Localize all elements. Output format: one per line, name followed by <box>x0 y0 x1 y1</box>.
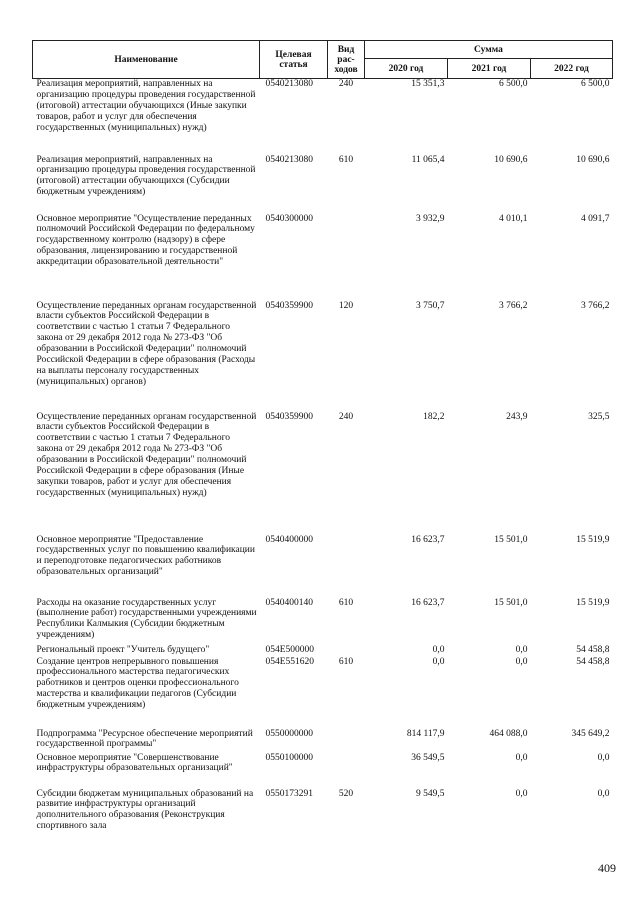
table-row <box>33 789 613 839</box>
row-sum-2022: 15 519,9 <box>576 597 610 608</box>
row-name: Основное мероприятие "Предоставление государственных услуг по повышению квалификации и переподготовке педагогических работников образовательных организаций" <box>36 534 255 578</box>
row-expense-type <box>328 535 365 598</box>
row-expense-type <box>328 753 365 789</box>
row-sum-2022: 10 690,6 <box>576 154 610 165</box>
row-sum-2020: 16 623,7 <box>411 534 445 545</box>
table-row <box>33 645 613 657</box>
table-row <box>33 79 613 155</box>
row-sum-2020: 3 750,7 <box>416 300 445 311</box>
table-row <box>33 301 613 412</box>
row-expense-type: 240 <box>338 411 354 422</box>
row-expense-type: 520 <box>338 788 354 799</box>
header-year-2022: 2022 год <box>531 59 613 79</box>
row-sum-2021: 6 500,0 <box>499 79 528 89</box>
row-sum-2020: 814 117,9 <box>406 728 445 739</box>
row-sum-2021: 243,9 <box>506 411 528 422</box>
table-row <box>33 729 613 753</box>
row-expense-type: 610 <box>338 597 354 608</box>
row-sum-2022: 325,5 <box>588 411 610 422</box>
row-sum-2021: 15 501,0 <box>494 534 528 545</box>
row-sum-2021: 10 690,6 <box>494 154 528 165</box>
row-expense-type: 610 <box>338 656 354 667</box>
header-expense-type: Вид рас-ходов <box>328 41 365 79</box>
row-sum-2021: 0,0 <box>515 788 528 799</box>
table-row <box>33 535 613 598</box>
table-row <box>33 657 613 729</box>
row-sum-2020: 9 549,5 <box>416 788 445 799</box>
row-expense-type: 610 <box>338 154 354 165</box>
row-name: Расходы на оказание государственных услуг (выполнение работ) государственными учреждениями Республики Калмыкия (Субсидии бюджетным учреждениям) <box>36 597 257 641</box>
row-name: Реализация мероприятий, направленных на организацию процедуры проведения государственной (итоговой) аттестации обучающихся (Субсидии бюджетным учреждениям) <box>36 154 256 198</box>
row-sum-2020: 15 351,3 <box>411 79 445 89</box>
table-row <box>33 412 613 535</box>
row-name: Региональный проект "Учитель будущего" <box>36 644 210 655</box>
row-target-article: 0550173291 <box>265 788 313 799</box>
row-sum-2022: 0,0 <box>597 788 610 799</box>
row-sum-2020: 36 549,5 <box>411 752 445 763</box>
row-sum-2020: 182,2 <box>423 411 445 422</box>
header-name: Наименование <box>33 41 260 79</box>
row-expense-type: 120 <box>338 300 354 311</box>
row-expense-type <box>328 645 365 657</box>
row-expense-type: 240 <box>338 79 354 89</box>
row-target-article: 0540359900 <box>265 300 313 311</box>
row-sum-2022: 4 091,7 <box>581 213 610 224</box>
row-sum-2021: 0,0 <box>515 644 528 655</box>
row-sum-2022: 6 500,0 <box>581 79 610 89</box>
row-name: Основное мероприятие "Осуществление переданных полномочий Российской Федерации по федеральному государственному контролю (надзору) в сфере образования, лицензированию и государственной аккредитации образовательной деятельности" <box>36 213 255 268</box>
row-name: Реализация мероприятий, направленных на организацию процедуры проведения государственной (итоговой) аттестации обучающихся (Иные закупки товаров, работ и услуг для обеспечения государственных (муниципальных) нужд) <box>36 79 256 133</box>
row-sum-2022: 54 458,8 <box>576 656 610 667</box>
row-sum-2022: 54 458,8 <box>576 644 610 655</box>
row-sum-2022: 345 649,2 <box>571 728 610 739</box>
row-sum-2021: 0,0 <box>515 656 528 667</box>
header-year-2021: 2021 год <box>448 59 531 79</box>
page-number: 409 <box>598 861 616 875</box>
budget-table <box>32 40 613 839</box>
row-expense-type <box>328 729 365 753</box>
row-sum-2020: 3 932,9 <box>416 213 445 224</box>
row-target-article: 0550000000 <box>265 728 313 739</box>
row-sum-2020: 0,0 <box>432 656 445 667</box>
row-sum-2020: 16 623,7 <box>411 597 445 608</box>
row-target-article: 054E551620 <box>265 656 315 667</box>
row-sum-2020: 0,0 <box>432 644 445 655</box>
row-sum-2021: 4 010,1 <box>499 213 528 224</box>
table-body <box>33 79 613 839</box>
row-target-article: 054E500000 <box>265 644 315 655</box>
row-sum-2022: 15 519,9 <box>576 534 610 545</box>
row-target-article: 0540213080 <box>265 154 313 165</box>
table-row <box>33 214 613 301</box>
row-sum-2021: 15 501,0 <box>494 597 528 608</box>
table-row <box>33 155 613 214</box>
row-target-article: 0540359900 <box>265 411 313 422</box>
row-name: Осуществление переданных органам государственной власти субъектов Российской Федерации в соответствии с частью 1 статьи 7 Федерального закона от 29 декабря 2012 года № 273-ФЗ "Об образовании в Российской Федерации" полномочий Российской Федерации в сфере образования (Иные закупки товаров, работ и услуг для обеспечения государственных (муниципальных) нужд) <box>36 411 257 498</box>
table-row <box>33 598 613 645</box>
row-expense-type <box>328 214 365 301</box>
row-name: Осуществление переданных органам государственной власти субъектов Российской Федерации в соответствии с частью 1 статьи 7 Федерального закона от 29 декабря 2012 года № 273-ФЗ "Об образовании в Российской Федерации" полномочий Российской Федерации в сфере образования (Расходы на выплаты персоналу государственных (муниципальных) органов) <box>36 300 257 387</box>
row-sum-2020: 11 065,4 <box>411 154 445 165</box>
row-name: Субсидии бюджетам муниципальных образований на развитие инфраструктуры организаций дополнительного образования (Реконструкция спортивного зала <box>36 788 254 832</box>
header-target-article: Целевая статья <box>260 41 328 79</box>
header-year-2020: 2020 год <box>365 59 448 79</box>
header-sum: Сумма <box>365 41 613 59</box>
row-target-article: 0540400140 <box>265 597 313 608</box>
row-sum-2022: 0,0 <box>597 752 610 763</box>
row-target-article: 0540400000 <box>265 534 313 545</box>
row-target-article: 0550100000 <box>265 752 313 763</box>
row-sum-2021: 3 766,2 <box>499 300 528 311</box>
table-row <box>33 753 613 789</box>
row-target-article: 0540213080 <box>265 79 313 89</box>
row-name: Создание центров непрерывного повышения профессионального мастерства педагогических работников и центров оценки профессионального мастерства и квалификации педагогов (Субсидии бюджетным учреждениям) <box>36 656 239 711</box>
table-header <box>33 41 613 79</box>
row-name: Подпрограмма "Ресурсное обеспечение мероприятий государственной программы" <box>36 728 253 750</box>
row-name: Основное мероприятие "Совершенствование инфраструктуры образовательных организаций" <box>36 752 233 774</box>
row-target-article: 0540300000 <box>265 213 313 224</box>
row-sum-2021: 0,0 <box>515 752 528 763</box>
row-sum-2022: 3 766,2 <box>581 300 610 311</box>
row-sum-2021: 464 088,0 <box>489 728 528 739</box>
